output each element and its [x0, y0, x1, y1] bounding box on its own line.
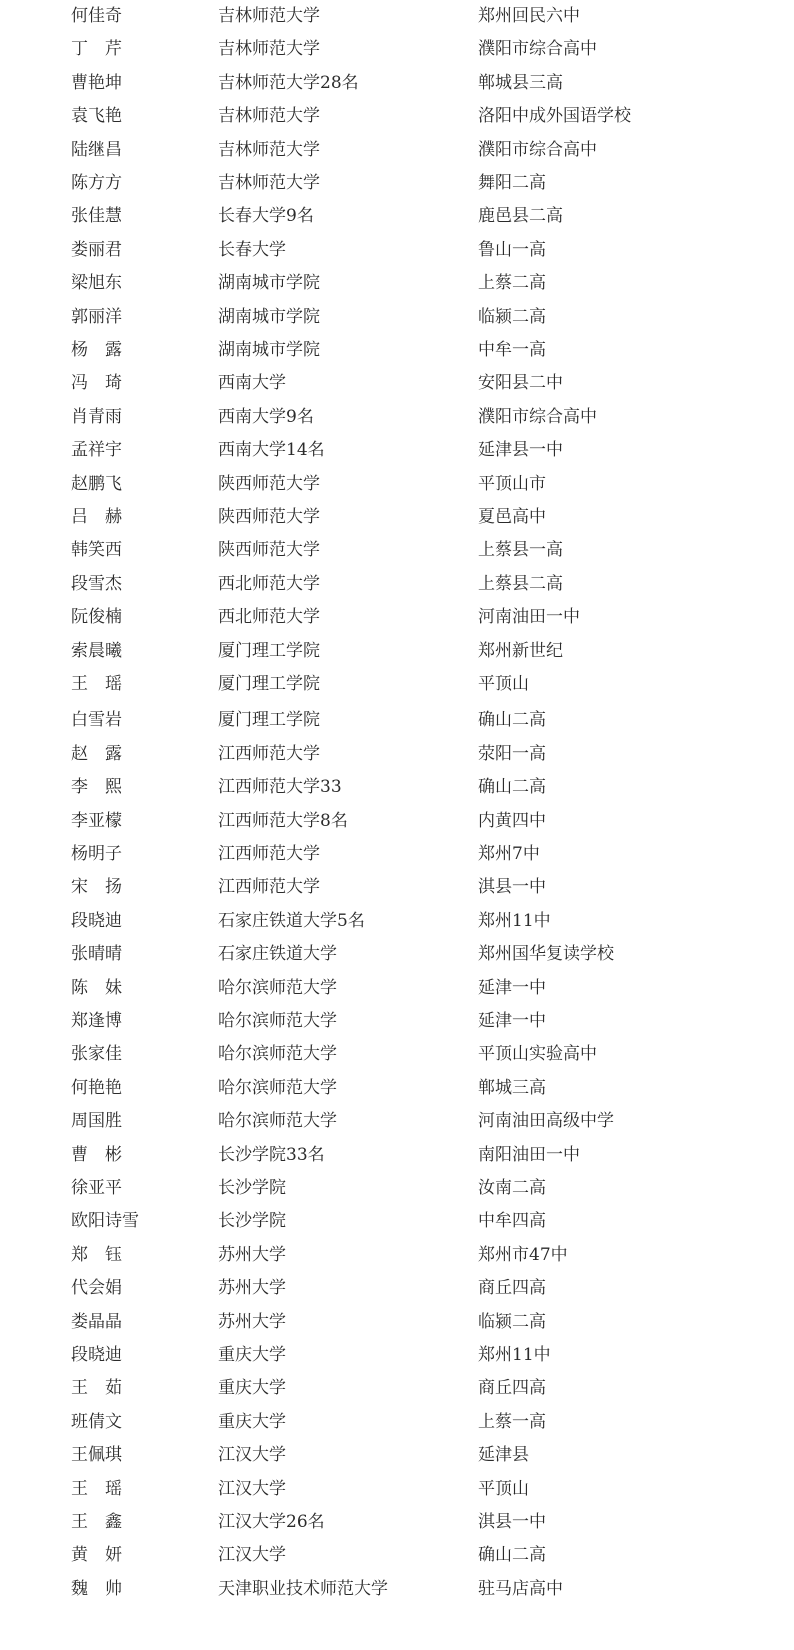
student-name: 冯 琦 [71, 373, 122, 394]
high-school-name: 舞阳二高 [478, 173, 546, 193]
list-item [0, 433, 794, 467]
list-item [0, 1472, 794, 1506]
high-school-name: 确山二高 [478, 1545, 546, 1566]
university-name: 陕西师范大学 [218, 507, 320, 527]
student-name: 李亚檬 [71, 810, 122, 831]
student-name: 王 茹 [71, 1378, 122, 1399]
university-name: 吉林师范大学28名 [218, 72, 359, 93]
student-name: 段晓迪 [71, 910, 122, 931]
student-name: 徐亚平 [71, 1178, 122, 1198]
university-name: 江西师范大学 [218, 877, 320, 898]
university-name: 重庆大学 [218, 1378, 286, 1399]
high-school-name: 郑州国华复读学校 [478, 944, 614, 965]
list-item [0, 366, 794, 400]
university-name: 江汉大学 [218, 1545, 286, 1566]
high-school-name: 洛阳中成外国语学校 [478, 106, 631, 127]
university-name: 天津职业技术师范大学 [218, 1578, 388, 1599]
list-item [0, 1238, 794, 1272]
list-item [0, 971, 794, 1005]
list-item [0, 770, 794, 804]
high-school-name: 确山二高 [478, 777, 546, 798]
student-name: 郭丽洋 [71, 306, 122, 327]
student-name: 张佳慧 [71, 206, 122, 227]
university-name: 西北师范大学 [218, 573, 320, 594]
list-item [0, 870, 794, 904]
student-name: 赵 露 [71, 743, 122, 764]
university-name: 厦门理工学院 [218, 674, 320, 694]
student-name: 王 瑶 [71, 674, 122, 694]
high-school-name: 濮阳市综合高中 [478, 406, 597, 427]
high-school-name: 汝南二高 [478, 1178, 546, 1198]
high-school-name: 中牟四高 [478, 1211, 546, 1232]
list-item [0, 567, 794, 601]
student-name: 韩笑西 [71, 540, 122, 561]
student-name: 张晴晴 [71, 944, 122, 965]
student-name: 欧阳诗雪 [71, 1211, 139, 1232]
university-name: 长沙学院33名 [218, 1144, 325, 1165]
student-name: 班倩文 [71, 1411, 122, 1432]
high-school-name: 郑州新世纪 [478, 640, 563, 661]
university-name: 吉林师范大学 [218, 139, 320, 160]
university-name: 石家庄铁道大学 [218, 944, 337, 965]
university-name: 江汉大学 [218, 1445, 286, 1466]
student-name: 阮俊楠 [71, 607, 122, 628]
high-school-name: 郑州11中 [478, 910, 551, 931]
list-item [0, 199, 794, 233]
high-school-name: 夏邑高中 [478, 507, 546, 527]
university-name: 苏州大学 [218, 1244, 286, 1265]
list-item [0, 904, 794, 938]
university-name: 湖南城市学院 [218, 273, 320, 294]
university-name: 湖南城市学院 [218, 340, 320, 360]
university-name: 吉林师范大学 [218, 173, 320, 193]
university-name: 哈尔滨师范大学 [218, 1011, 337, 1031]
high-school-name: 郑州回民六中 [478, 6, 580, 26]
student-name: 黄 妍 [71, 1545, 122, 1566]
university-name: 重庆大学 [218, 1411, 286, 1432]
high-school-name: 淇县一中 [478, 1512, 546, 1532]
high-school-name: 内黄四中 [478, 810, 546, 831]
list-item [0, 333, 794, 367]
list-item [0, 32, 794, 66]
student-name: 陈 妹 [71, 977, 122, 998]
high-school-name: 平顶山 [478, 1478, 529, 1499]
student-name: 王佩琪 [71, 1445, 122, 1466]
university-name: 江汉大学 [218, 1478, 286, 1499]
student-name: 王 鑫 [71, 1512, 122, 1532]
high-school-name: 中牟一高 [478, 340, 546, 360]
list-item [0, 266, 794, 300]
list-item [0, 233, 794, 267]
university-name: 哈尔滨师范大学 [218, 977, 337, 998]
high-school-name: 延津一中 [478, 1011, 546, 1031]
student-name: 李 熙 [71, 777, 122, 798]
university-name: 西南大学 [218, 373, 286, 394]
list-item [0, 937, 794, 971]
list-item [0, 500, 794, 534]
high-school-name: 郑州市47中 [478, 1244, 568, 1265]
student-name: 杨明子 [71, 844, 122, 864]
high-school-name: 鲁山一高 [478, 239, 546, 260]
list-item [0, 1004, 794, 1038]
university-name: 西北师范大学 [218, 607, 320, 628]
list-item [0, 1204, 794, 1238]
high-school-name: 驻马店高中 [478, 1578, 563, 1599]
university-name: 厦门理工学院 [218, 710, 320, 731]
student-name: 袁飞艳 [71, 106, 122, 127]
high-school-name: 临颍二高 [478, 306, 546, 327]
university-name: 哈尔滨师范大学 [218, 1111, 337, 1132]
list-item [0, 1338, 794, 1372]
list-item [0, 166, 794, 200]
student-name: 宋 扬 [71, 877, 122, 898]
student-name: 张家佳 [71, 1044, 122, 1065]
high-school-name: 郸城县三高 [478, 72, 563, 93]
list-item [0, 533, 794, 567]
high-school-name: 上蔡县一高 [478, 540, 563, 561]
student-name: 段雪杰 [71, 573, 122, 594]
high-school-name: 临颍二高 [478, 1311, 546, 1332]
university-name: 西南大学14名 [218, 440, 325, 461]
list-item [0, 1505, 794, 1539]
high-school-name: 平顶山实验高中 [478, 1044, 597, 1065]
student-name: 何艳艳 [71, 1077, 122, 1098]
student-name: 陆继昌 [71, 139, 122, 160]
list-item [0, 133, 794, 167]
university-name: 陕西师范大学 [218, 473, 320, 494]
university-name: 吉林师范大学 [218, 39, 320, 60]
list-item [0, 1305, 794, 1339]
list-item [0, 467, 794, 501]
high-school-name: 南阳油田一中 [478, 1144, 580, 1165]
student-name: 郑逢博 [71, 1011, 122, 1031]
list-item [0, 1538, 794, 1572]
university-name: 哈尔滨师范大学 [218, 1077, 337, 1098]
student-name: 何佳奇 [71, 6, 122, 26]
high-school-name: 河南油田一中 [478, 607, 580, 628]
university-name: 西南大学9名 [218, 406, 314, 427]
university-name: 苏州大学 [218, 1278, 286, 1299]
list-item [0, 1071, 794, 1105]
university-name: 长春大学 [218, 239, 286, 260]
high-school-name: 上蔡县二高 [478, 573, 563, 594]
list-item [0, 737, 794, 771]
high-school-name: 郸城三高 [478, 1077, 546, 1098]
student-name: 赵鹏飞 [71, 473, 122, 494]
high-school-name: 延津一中 [478, 977, 546, 998]
high-school-name: 河南油田高级中学 [478, 1111, 614, 1132]
high-school-name: 濮阳市综合高中 [478, 39, 597, 60]
high-school-name: 郑州11中 [478, 1345, 551, 1365]
student-name: 段晓迪 [71, 1345, 122, 1365]
high-school-name: 上蔡一高 [478, 1411, 546, 1432]
list-item [0, 1171, 794, 1205]
student-name: 杨 露 [71, 340, 122, 360]
university-name: 江西师范大学 [218, 844, 320, 864]
list-item [0, 634, 794, 668]
high-school-name: 延津县 [478, 1445, 529, 1466]
high-school-name: 商丘四高 [478, 1378, 546, 1399]
list-item [0, 99, 794, 133]
high-school-name: 延津县一中 [478, 440, 563, 461]
list-item [0, 66, 794, 100]
university-name: 厦门理工学院 [218, 640, 320, 661]
student-name: 王 瑶 [71, 1478, 122, 1499]
university-name: 石家庄铁道大学5名 [218, 910, 365, 931]
student-name: 梁旭东 [71, 273, 122, 294]
university-name: 长沙学院 [218, 1211, 286, 1232]
list-item [0, 703, 794, 737]
list-item [0, 400, 794, 434]
high-school-name: 安阳县二中 [478, 373, 563, 394]
high-school-name: 鹿邑县二高 [478, 206, 563, 227]
list-item [0, 667, 794, 701]
university-name: 江西师范大学8名 [218, 810, 348, 831]
university-name: 重庆大学 [218, 1345, 286, 1365]
list-item [0, 1138, 794, 1172]
university-name: 江西师范大学 [218, 743, 320, 764]
list-item [0, 1371, 794, 1405]
university-name: 陕西师范大学 [218, 540, 320, 561]
university-name: 江汉大学26名 [218, 1512, 325, 1532]
high-school-name: 平顶山市 [478, 473, 546, 494]
student-name: 曹艳坤 [71, 72, 122, 93]
high-school-name: 濮阳市综合高中 [478, 139, 597, 160]
student-name: 娄晶晶 [71, 1311, 122, 1332]
university-name: 吉林师范大学 [218, 106, 320, 127]
high-school-name: 确山二高 [478, 710, 546, 731]
student-name: 娄丽君 [71, 239, 122, 260]
list-item [0, 1572, 794, 1606]
list-item [0, 0, 794, 33]
list-item [0, 1104, 794, 1138]
student-name: 肖青雨 [71, 406, 122, 427]
university-name: 长沙学院 [218, 1178, 286, 1198]
list-item [0, 300, 794, 334]
student-name: 陈方方 [71, 173, 122, 193]
student-name: 孟祥宇 [71, 440, 122, 461]
student-name: 郑 钰 [71, 1244, 122, 1265]
student-name: 白雪岩 [71, 710, 122, 731]
list-item [0, 1438, 794, 1472]
student-name: 丁 芹 [71, 39, 122, 60]
high-school-name: 商丘四高 [478, 1278, 546, 1299]
high-school-name: 郑州7中 [478, 844, 540, 864]
list-item [0, 1037, 794, 1071]
university-name: 哈尔滨师范大学 [218, 1044, 337, 1065]
high-school-name: 上蔡二高 [478, 273, 546, 294]
list-item [0, 1271, 794, 1305]
student-name: 周国胜 [71, 1111, 122, 1132]
list-item [0, 837, 794, 871]
student-name: 曹 彬 [71, 1144, 122, 1165]
list-item [0, 600, 794, 634]
university-name: 苏州大学 [218, 1311, 286, 1332]
university-name: 长春大学9名 [218, 206, 314, 227]
high-school-name: 淇县一中 [478, 877, 546, 898]
high-school-name: 荥阳一高 [478, 743, 546, 764]
student-name: 魏 帅 [71, 1578, 122, 1599]
university-name: 江西师范大学33 [218, 777, 342, 798]
high-school-name: 平顶山 [478, 674, 529, 694]
student-name: 代会娟 [71, 1278, 122, 1299]
student-name: 索晨曦 [71, 640, 122, 661]
list-item [0, 804, 794, 838]
university-name: 吉林师范大学 [218, 6, 320, 26]
list-item [0, 1405, 794, 1439]
university-name: 湖南城市学院 [218, 306, 320, 327]
student-name: 吕 赫 [71, 507, 122, 527]
